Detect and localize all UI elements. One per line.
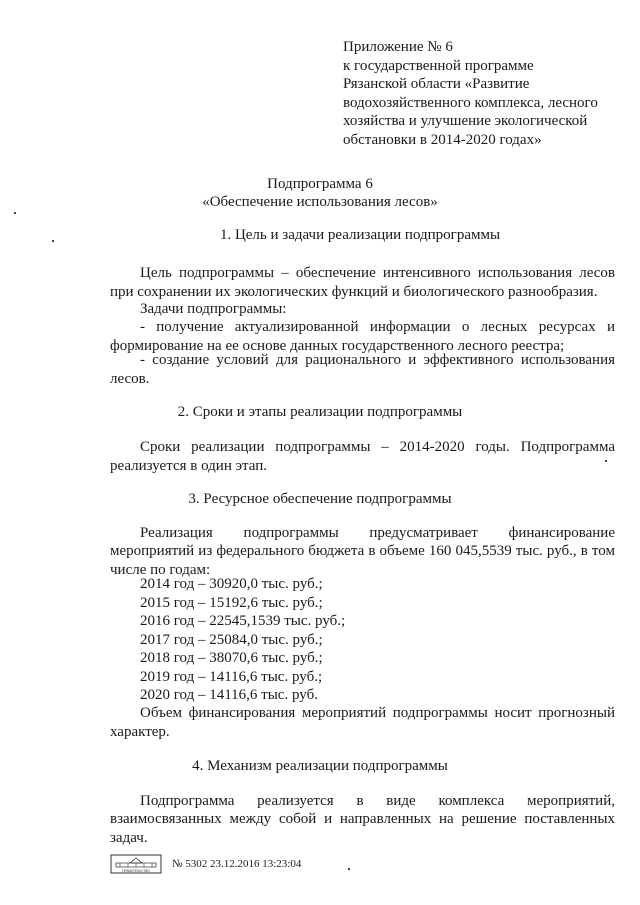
section1-task2: - создание условий для рационального и эффективного использования лесов. <box>110 352 615 387</box>
scan-speck <box>14 212 16 214</box>
scan-speck <box>52 240 54 242</box>
section3-intro-first-line: Реализация подпрограммы предусматривает финансирование <box>140 525 615 541</box>
subprogram-title: «Обеспечение использования лесов» <box>202 194 438 210</box>
section1-goal: Цель подпрограммы – обеспечение интенсивного использования лесов при сохранении их экологических функций и биологического разнообразия. <box>110 265 615 300</box>
scan-speck <box>348 868 350 870</box>
annex-line: обстановки в 2014-2020 годах» <box>343 131 542 148</box>
funding-year-item: 2016 год – 22545,1539 тыс. руб.; <box>140 613 346 629</box>
scan-speck <box>605 460 607 462</box>
annex-line: хозяйства и улучшение экологической <box>343 113 588 129</box>
annex-block <box>343 38 623 149</box>
section4-rest: взаимосвязанных между собой и направленных на решение поставленных задач. <box>110 811 615 846</box>
funding-year-item: 2020 год – 14116,6 тыс. руб. <box>140 687 318 703</box>
funding-by-year-list <box>140 575 345 705</box>
government-stamp-icon <box>110 854 162 874</box>
stamp-label: ПРАВИТЕЛЬСТВО <box>122 869 150 873</box>
document-reference: № 5302 23.12.2016 13:23:04 <box>172 857 302 870</box>
section3-note: Объем финансирования мероприятий подпрограммы носит прогнозный характер. <box>110 705 615 740</box>
annex-line: к государственной программе <box>343 57 534 74</box>
section4-first-line: Подпрограмма реализуется в виде комплекса мероприятий, <box>140 793 615 809</box>
funding-year-item: 2018 год – 38070,6 тыс. руб.; <box>140 650 323 666</box>
annex-line: Рязанской области «Развитие <box>343 76 530 92</box>
section1-task1: - получение актуализированной информации о лесных ресурсах и формирование на ее основе данных государственного лесного реестра; <box>110 319 615 354</box>
funding-year-item: 2014 год – 30920,0 тыс. руб.; <box>140 576 323 592</box>
funding-year-item: 2015 год – 15192,6 тыс. руб.; <box>140 594 323 611</box>
section3-heading: 3. Ресурсное обеспечение подпрограммы <box>188 491 452 507</box>
section2-heading: 2. Сроки и этапы реализации подпрограммы <box>177 404 463 420</box>
funding-year-item: 2017 год – 25084,0 тыс. руб.; <box>140 631 323 648</box>
funding-year-item: 2019 год – 14116,6 тыс. руб.; <box>140 668 323 685</box>
section4-heading: 4. Механизм реализации подпрограммы <box>192 758 448 774</box>
annex-line: водохозяйственного комплекса, лесного <box>343 94 598 111</box>
section1-tasks-label: Задачи подпрограммы: <box>140 301 287 317</box>
registration-footer <box>110 853 301 875</box>
section2-text: Сроки реализации подпрограммы – 2014-2020 годы. Подпрограмма реализуется в один этап. <box>110 439 615 474</box>
subprogram-number: Подпрограмма 6 <box>267 176 373 192</box>
section1-heading: 1. Цель и задачи реализации подпрограммы <box>219 227 501 243</box>
annex-line: Приложение № 6 <box>343 39 453 55</box>
section3-intro-rest: мероприятий из федерального бюджета в объеме 160 045,5539 тыс. руб., в том числе по годам: <box>110 543 615 578</box>
